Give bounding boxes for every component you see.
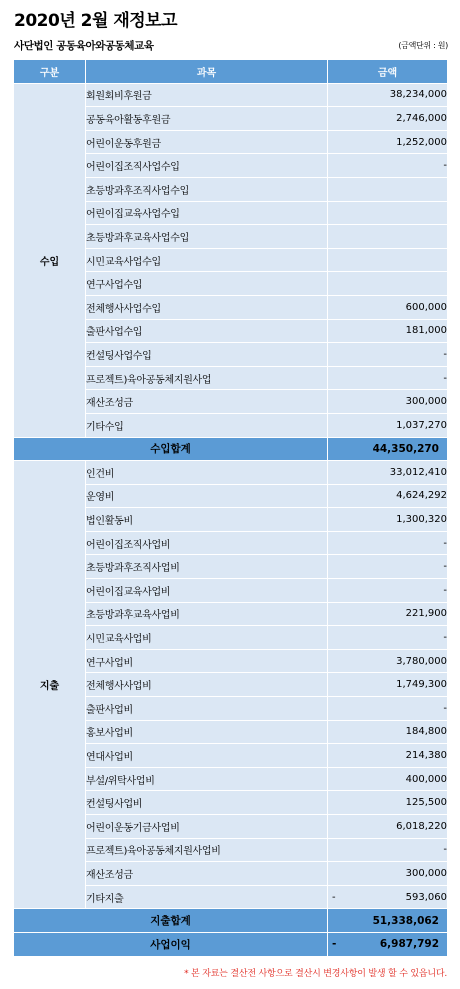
amount-cell bbox=[328, 107, 448, 131]
subject-cell: 어린이집조직사업비 bbox=[86, 531, 328, 555]
subject-cell: 시민교육사업비 bbox=[86, 626, 328, 650]
subject-cell: 연구사업수입 bbox=[86, 272, 328, 296]
amount-cell bbox=[328, 272, 448, 296]
subject-cell: 연구사업비 bbox=[86, 649, 328, 673]
amount-value: 4,624,292 bbox=[396, 490, 447, 502]
subject-cell: 어린이집교육사업수입 bbox=[86, 201, 328, 225]
amount-cell bbox=[328, 225, 448, 249]
table-row bbox=[14, 83, 448, 107]
income-total-row bbox=[14, 437, 448, 461]
amount-value: - bbox=[443, 584, 447, 596]
currency-unit-note: (금액단위 : 원) bbox=[398, 41, 448, 50]
profit-label: 사업이익 bbox=[14, 932, 328, 956]
amount-cell bbox=[328, 390, 448, 414]
income-category-label: 수입 bbox=[14, 83, 86, 437]
subject-cell: 프로젝트)육아공동체지원사업 bbox=[86, 366, 328, 390]
amount-value: - bbox=[443, 160, 447, 172]
amount-value: 1,252,000 bbox=[396, 136, 447, 148]
amount-cell bbox=[328, 697, 448, 721]
amount-cell bbox=[328, 248, 448, 272]
amount-cell bbox=[328, 484, 448, 508]
amount-value: - bbox=[443, 632, 447, 644]
table-body bbox=[14, 83, 448, 956]
financial-report-table bbox=[13, 59, 448, 957]
subject-cell: 어린이집조직사업수입 bbox=[86, 154, 328, 178]
subject-cell: 전체행사사업수입 bbox=[86, 295, 328, 319]
amount-value: 51,338,062 bbox=[372, 914, 439, 927]
subject-cell: 초등방과후조직사업수입 bbox=[86, 177, 328, 201]
amount-cell bbox=[328, 720, 448, 744]
page-title: 2020년 2월 재정보고 bbox=[14, 11, 178, 31]
amount-value: 1,300,320 bbox=[396, 514, 447, 526]
subject-cell: 컨설팅사업수입 bbox=[86, 343, 328, 367]
negative-sign: - bbox=[332, 891, 336, 903]
amount-cell bbox=[328, 154, 448, 178]
subject-cell: 홍보사업비 bbox=[86, 720, 328, 744]
subject-cell: 어린이운동기금사업비 bbox=[86, 815, 328, 839]
amount-cell bbox=[328, 885, 448, 909]
amount-cell bbox=[328, 201, 448, 225]
amount-cell bbox=[328, 602, 448, 626]
amount-value: 3,780,000 bbox=[396, 655, 447, 667]
amount-value: 125,500 bbox=[405, 797, 447, 809]
amount-value: - bbox=[443, 537, 447, 549]
amount-cell bbox=[328, 909, 448, 933]
amount-cell bbox=[328, 791, 448, 815]
disclaimer-note: * 본 자료는 결산전 사항으로 결산시 변경사항이 발생 할 수 있읍니다. bbox=[184, 969, 447, 979]
amount-value: - bbox=[443, 561, 447, 573]
subject-cell: 전체행사사업비 bbox=[86, 673, 328, 697]
subject-cell: 어린이운동후원금 bbox=[86, 130, 328, 154]
amount-value: - bbox=[443, 702, 447, 714]
subject-cell: 초등방과후조직사업비 bbox=[86, 555, 328, 579]
subject-cell: 초등방과후교육사업비 bbox=[86, 602, 328, 626]
amount-cell bbox=[328, 531, 448, 555]
amount-cell bbox=[328, 437, 448, 461]
subject-cell: 인건비 bbox=[86, 461, 328, 485]
amount-value: 600,000 bbox=[405, 301, 447, 313]
amount-cell bbox=[328, 295, 448, 319]
amount-value: 1,037,270 bbox=[396, 419, 447, 431]
subject-cell: 부설/위탁사업비 bbox=[86, 767, 328, 791]
income-total-label: 수입합계 bbox=[14, 437, 328, 461]
amount-cell bbox=[328, 579, 448, 603]
subject-cell: 시민교육사업수입 bbox=[86, 248, 328, 272]
subject-cell: 재산조성금 bbox=[86, 390, 328, 414]
amount-cell bbox=[328, 815, 448, 839]
amount-cell bbox=[328, 130, 448, 154]
amount-value: 2,746,000 bbox=[396, 112, 447, 124]
amount-value: 184,800 bbox=[405, 726, 447, 738]
organization-name: 사단법인 공동육아와공동체교육 bbox=[14, 40, 154, 52]
subject-cell: 기타지출 bbox=[86, 885, 328, 909]
subject-cell: 출판사업비 bbox=[86, 697, 328, 721]
subject-cell: 초등방과후교육사업수입 bbox=[86, 225, 328, 249]
amount-value: 1,749,300 bbox=[396, 679, 447, 691]
amount-value: - bbox=[443, 348, 447, 360]
amount-cell bbox=[328, 319, 448, 343]
amount-value: 6,018,220 bbox=[396, 820, 447, 832]
amount-cell bbox=[328, 862, 448, 886]
amount-cell bbox=[328, 932, 448, 956]
subject-cell: 법인활동비 bbox=[86, 508, 328, 532]
amount-value: 181,000 bbox=[405, 325, 447, 337]
amount-cell bbox=[328, 343, 448, 367]
amount-cell bbox=[328, 461, 448, 485]
amount-cell bbox=[328, 366, 448, 390]
subject-cell: 출판사업수입 bbox=[86, 319, 328, 343]
profit-row bbox=[14, 932, 448, 956]
column-header-category: 구분 bbox=[14, 60, 86, 84]
amount-cell bbox=[328, 555, 448, 579]
amount-value: 33,012,410 bbox=[389, 466, 447, 478]
table-row bbox=[14, 461, 448, 485]
amount-cell bbox=[328, 83, 448, 107]
amount-value: 300,000 bbox=[405, 867, 447, 879]
amount-value: 44,350,270 bbox=[372, 442, 439, 455]
amount-value: 214,380 bbox=[405, 750, 447, 762]
subject-cell: 연대사업비 bbox=[86, 744, 328, 768]
negative-sign: - bbox=[332, 938, 337, 951]
expense-total-row bbox=[14, 909, 448, 933]
subject-cell: 공동육아활동후원금 bbox=[86, 107, 328, 131]
subject-cell: 프로젝트)육아공동체지원사업비 bbox=[86, 838, 328, 862]
amount-value: 221,900 bbox=[405, 608, 447, 620]
amount-value: - bbox=[443, 844, 447, 856]
amount-cell bbox=[328, 177, 448, 201]
subject-cell: 기타수입 bbox=[86, 413, 328, 437]
amount-value: 400,000 bbox=[405, 773, 447, 785]
subject-cell: 회원회비후원금 bbox=[86, 83, 328, 107]
amount-cell bbox=[328, 626, 448, 650]
amount-cell bbox=[328, 649, 448, 673]
table-header-row bbox=[14, 60, 448, 84]
subject-cell: 컨설팅사업비 bbox=[86, 791, 328, 815]
amount-cell bbox=[328, 744, 448, 768]
amount-cell bbox=[328, 767, 448, 791]
subject-cell: 운영비 bbox=[86, 484, 328, 508]
amount-value: 593,060 bbox=[405, 891, 447, 903]
amount-cell bbox=[328, 413, 448, 437]
amount-value: 6,987,792 bbox=[379, 938, 439, 951]
subject-cell: 어린이집교육사업비 bbox=[86, 579, 328, 603]
amount-value: 300,000 bbox=[405, 396, 447, 408]
amount-cell bbox=[328, 673, 448, 697]
amount-value: - bbox=[443, 372, 447, 384]
expense-category-label: 지출 bbox=[14, 461, 86, 909]
expense-total-label: 지출합계 bbox=[14, 909, 328, 933]
column-header-amount: 금액 bbox=[328, 60, 448, 84]
subject-cell: 재산조성금 bbox=[86, 862, 328, 886]
amount-value: 38,234,000 bbox=[389, 89, 447, 101]
column-header-subject: 과목 bbox=[86, 60, 328, 84]
amount-cell bbox=[328, 838, 448, 862]
amount-cell bbox=[328, 508, 448, 532]
